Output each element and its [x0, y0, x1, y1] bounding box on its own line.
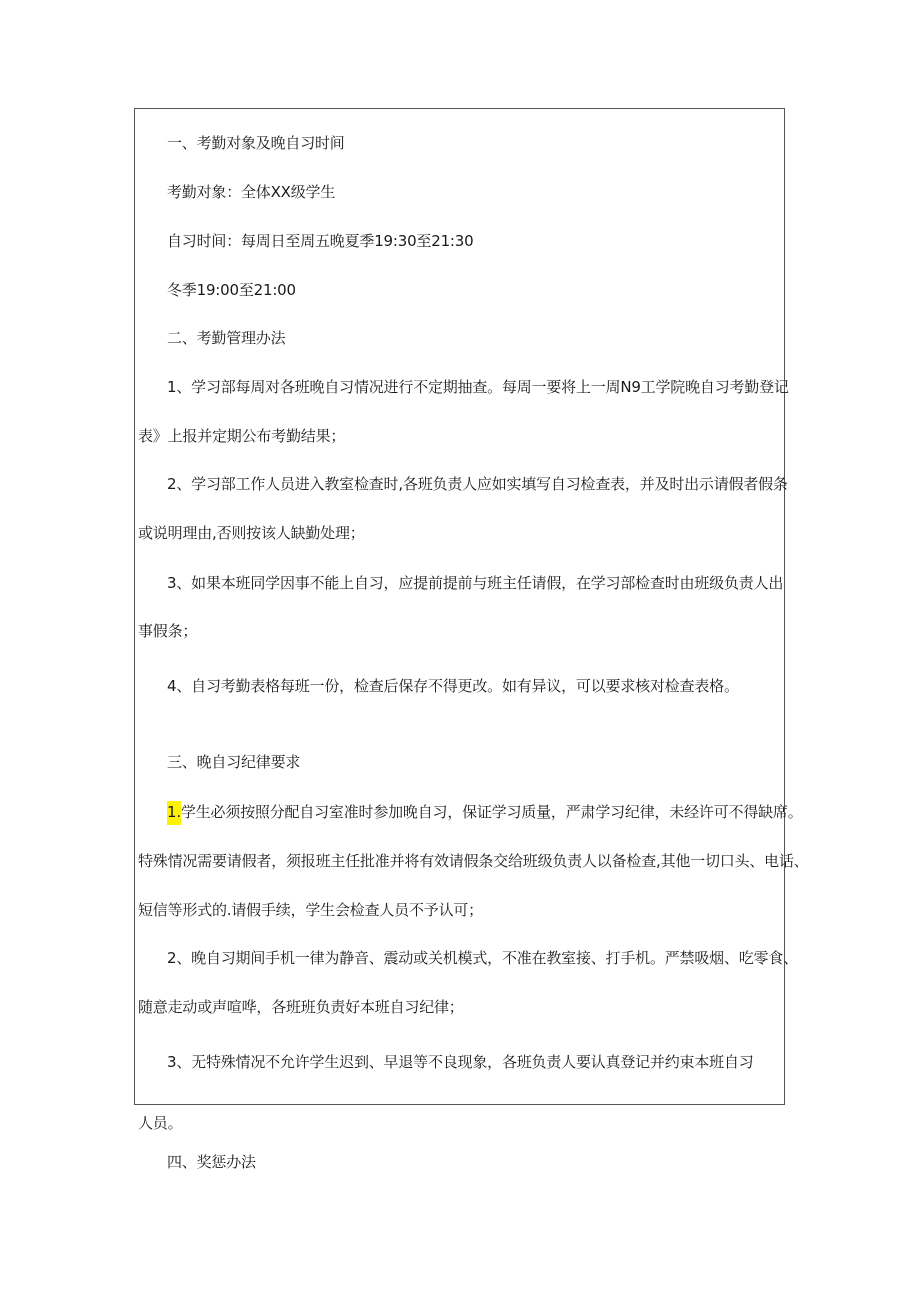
discipline-item-1-line-1 [167, 802, 803, 822]
discipline-item-1-line-2: 特殊情况需要请假者，须报班主任批准并将有效请假条交给班级负责人以备检查,其他一切口头、电话、 [138, 852, 809, 870]
discipline-item-3-line-1: 3、无特殊情况不允许学生迟到、早退等不良现象，各班负责人要认真登记并约束本班自习 [167, 1053, 754, 1071]
discipline-item-2-line-2: 随意走动或声喧哗，各班班负责好本班自习纪律； [138, 998, 464, 1016]
discipline-item-1-text: 学生必须按照分配自习室准时参加晚自习，保证学习质量，严肃学习纪律，未经许可不得缺席。 [180, 803, 803, 821]
study-time-winter: 冬季19:00至21:00 [167, 281, 296, 299]
management-item-2-line-2: 或说明理由,否则按该人缺勤处理； [138, 524, 365, 542]
discipline-item-1-line-3: 短信等形式的.请假手续，学生会检查人员不予认可； [138, 901, 483, 919]
management-item-2-line-1: 2、学习部工作人员进入教室检查时,各班负责人应如实填写自习检查表，并及时出示请假者假条 [167, 475, 788, 493]
discipline-item-3-line-2: 人员。 [138, 1114, 183, 1132]
management-item-3-line-2: 事假条； [138, 622, 198, 640]
management-item-1-line-2: 表》上报并定期公布考勤结果； [138, 427, 346, 445]
section-heading-attendance-scope: 一、考勤对象及晚自习时间 [167, 134, 345, 152]
attendance-target: 考勤对象：全体XX级学生 [167, 183, 336, 201]
highlighted-item-number: 1. [167, 801, 181, 825]
study-time-summer: 自习时间：每周日至周五晚夏季19:30至21:30 [167, 232, 474, 250]
management-item-1-line-1: 1、学习部每周对各班晚自习情况进行不定期抽查。每周一要将上一周N9工学院晚自习考勤登记 [167, 378, 789, 396]
section-heading-rewards: 四、奖惩办法 [167, 1153, 256, 1171]
section-heading-discipline: 三、晚自习纪律要求 [167, 753, 301, 771]
management-item-3-line-1: 3、如果本班同学因事不能上自习，应提前提前与班主任请假，在学习部检查时由班级负责人出 [167, 574, 784, 592]
management-item-4: 4、自习考勤表格每班一份，检查后保存不得更改。如有异议，可以要求核对检查表格。 [167, 677, 739, 695]
section-heading-management: 二、考勤管理办法 [167, 329, 286, 347]
discipline-item-2-line-1: 2、晚自习期间手机一律为静音、震动或关机模式，不准在教室接、打手机。严禁吸烟、吃零食、 [167, 949, 798, 967]
